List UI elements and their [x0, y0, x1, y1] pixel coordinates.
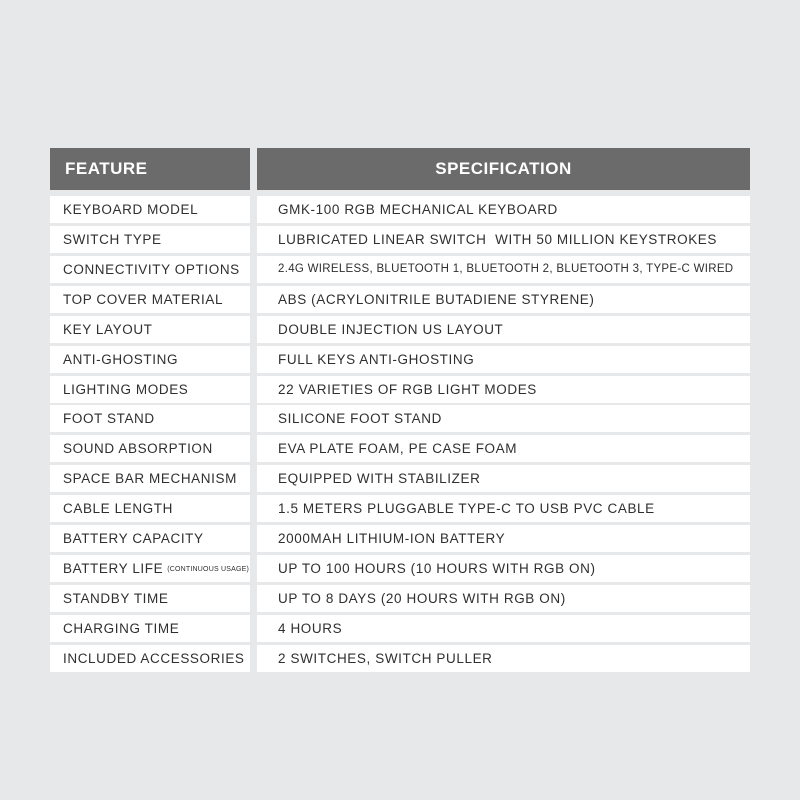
- feature-label: INCLUDED ACCESSORIES: [63, 650, 245, 666]
- feature-label: ANTI-GHOSTING: [63, 351, 179, 367]
- feature-cell: [50, 525, 250, 552]
- table-row: [50, 645, 750, 672]
- feature-label: FOOT STAND: [63, 411, 155, 427]
- spec-cell: ABS (ACRYLONITRILE BUTADIENE STYRENE): [257, 286, 750, 313]
- table-row: [50, 435, 750, 462]
- feature-cell: [50, 585, 250, 612]
- spec-cell: LUBRICATED LINEAR SWITCH WITH 50 MILLION KEYSTROKES: [257, 226, 750, 253]
- feature-label: KEYBOARD MODEL: [63, 202, 199, 217]
- spec-cell: 2 SWITCHES, SWITCH PULLER: [257, 645, 750, 672]
- table-row: [50, 495, 750, 522]
- feature-cell: [50, 465, 250, 492]
- table-header: [50, 148, 750, 190]
- table-row: [50, 316, 750, 343]
- feature-cell: [50, 615, 250, 642]
- feature-cell: [50, 495, 250, 522]
- table-row: [50, 196, 750, 223]
- feature-label: BATTERY LIFE: [63, 561, 164, 577]
- feature-cell: [50, 376, 250, 403]
- spec-cell: EQUIPPED WITH STABILIZER: [257, 465, 750, 492]
- feature-label: STANDBY TIME: [63, 590, 169, 606]
- table-row: [50, 555, 750, 582]
- feature-cell: [50, 196, 250, 223]
- spec-cell: 1.5 METERS PLUGGABLE TYPE-C TO USB PVC CABLE: [257, 495, 750, 522]
- feature-label: BATTERY CAPACITY: [63, 531, 204, 547]
- spec-table: [50, 148, 750, 675]
- table-row: [50, 465, 750, 492]
- table-row: [50, 585, 750, 612]
- feature-label: SPACE BAR MECHANISM: [63, 471, 237, 487]
- header-specification: SPECIFICATION: [257, 148, 750, 190]
- feature-note: (CONTINUOUS USAGE): [167, 566, 250, 574]
- spec-cell: 4 HOURS: [257, 615, 750, 642]
- table-row: [50, 615, 750, 642]
- table-row: [50, 346, 750, 373]
- spec-cell: UP TO 100 HOURS (10 HOURS WITH RGB ON): [257, 555, 750, 582]
- spec-cell: 22 VARIETIES OF RGB LIGHT MODES: [257, 376, 750, 403]
- spec-cell: SILICONE FOOT STAND: [257, 405, 750, 432]
- spec-cell: 2.4G WIRELESS, BLUETOOTH 1, BLUETOOTH 2, BLUETOOTH 3, TYPE-C WIRED: [257, 256, 750, 283]
- feature-label: CABLE LENGTH: [63, 501, 173, 517]
- table-row: [50, 405, 750, 432]
- feature-cell: [50, 435, 250, 462]
- table-row: [50, 256, 750, 283]
- table-row: [50, 286, 750, 313]
- spec-cell: GMK-100 RGB MECHANICAL KEYBOARD: [257, 196, 750, 223]
- feature-cell: [50, 226, 250, 253]
- feature-label: SWITCH TYPE: [63, 231, 162, 247]
- feature-label: KEY LAYOUT: [63, 321, 153, 337]
- feature-cell: [50, 405, 250, 432]
- feature-cell: [50, 256, 250, 283]
- feature-label: TOP COVER MATERIAL: [63, 291, 224, 307]
- spec-cell: DOUBLE INJECTION US LAYOUT: [257, 316, 750, 343]
- table-row: [50, 525, 750, 552]
- feature-label: LIGHTING MODES: [63, 381, 189, 397]
- table-body: [50, 196, 750, 675]
- feature-cell: [50, 555, 250, 582]
- feature-cell: [50, 316, 250, 343]
- feature-cell: [50, 346, 250, 373]
- spec-cell: FULL KEYS ANTI-GHOSTING: [257, 346, 750, 373]
- table-row: [50, 226, 750, 253]
- table-row: [50, 376, 750, 403]
- spec-cell: UP TO 8 DAYS (20 HOURS WITH RGB ON): [257, 585, 750, 612]
- feature-label: CHARGING TIME: [63, 620, 180, 636]
- spec-cell: EVA PLATE FOAM, PE CASE FOAM: [257, 435, 750, 462]
- feature-cell: [50, 286, 250, 313]
- header-feature: FEATURE: [50, 148, 250, 190]
- spec-cell: 2000MAH LITHIUM-ION BATTERY: [257, 525, 750, 552]
- feature-label: CONNECTIVITY OPTIONS: [63, 261, 240, 277]
- feature-cell: [50, 645, 250, 672]
- feature-label: SOUND ABSORPTION: [63, 441, 213, 457]
